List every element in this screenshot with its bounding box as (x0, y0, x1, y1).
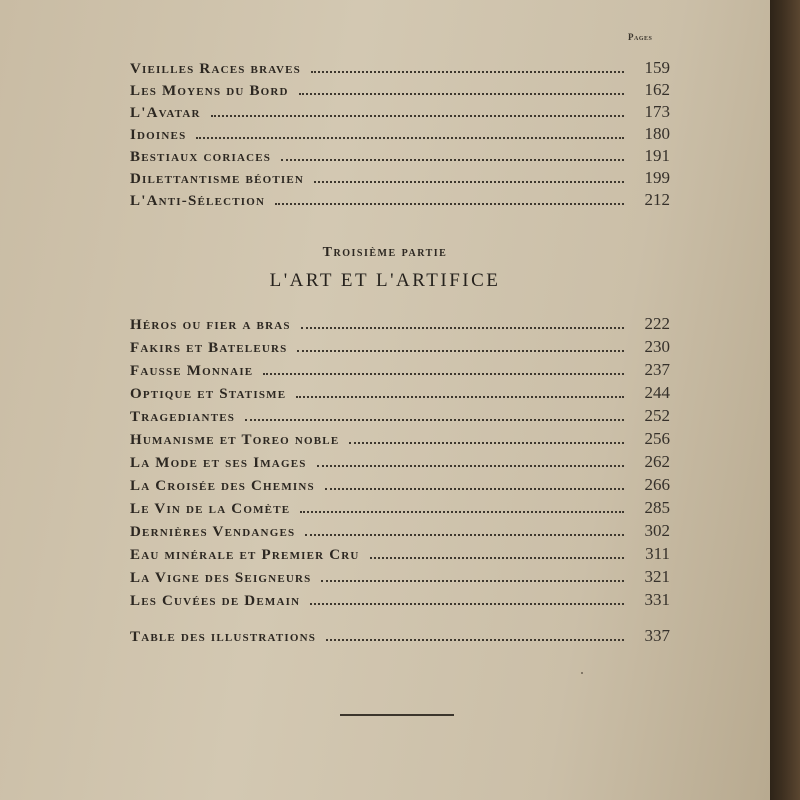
dot-leader (245, 418, 624, 421)
toc-entry (130, 590, 670, 610)
paper-speck (581, 672, 583, 674)
toc-entry-page: 162 (644, 80, 670, 99)
toc-entry-title: Les Moyens du Bord (130, 83, 289, 99)
toc-entry-title: La Croisée des Chemins (130, 478, 315, 494)
toc-entry-title: Vieilles Races braves (130, 61, 301, 77)
toc-entry-title: Table des illustrations (130, 629, 317, 645)
toc-entry-title: Fakirs et Bateleurs (130, 340, 288, 356)
toc-entry-title: Les Cuvées de Demain (130, 593, 301, 609)
book-spine (770, 0, 800, 800)
toc-entry-title: L'Anti-Sélection (130, 193, 266, 209)
toc-entry (130, 314, 670, 334)
dot-leader (300, 510, 624, 513)
toc-entry-page: 244 (644, 383, 670, 402)
toc-entry-page: 266 (644, 475, 670, 494)
toc-entry (130, 168, 670, 188)
toc-entry-title: La Vigne des Seigneurs (130, 570, 312, 586)
dot-leader (211, 114, 624, 117)
toc-entry-page: 180 (644, 124, 670, 143)
toc-entry-title: Tragediantes (130, 409, 236, 425)
toc-entry-title: Eau minérale et Premier Cru (130, 547, 360, 563)
toc-entry (130, 124, 670, 144)
toc-entry-page: 173 (644, 102, 670, 121)
dot-leader (317, 464, 624, 467)
toc-entry-page: 230 (644, 337, 670, 356)
toc-entry-page: 302 (644, 521, 670, 540)
toc-entry-page: 252 (644, 406, 670, 425)
toc-entry (130, 58, 670, 78)
toc-entry (130, 383, 670, 403)
dot-leader (263, 372, 624, 375)
toc-entry-title: Bestiaux coriaces (130, 149, 272, 165)
dot-leader (370, 556, 624, 559)
closing-rule (340, 714, 454, 716)
toc-entry-page: 285 (644, 498, 670, 517)
toc-entry-page: 311 (645, 544, 670, 563)
toc-entry-page: 191 (644, 146, 670, 165)
toc-entry-page: 212 (644, 190, 670, 209)
toc-entry-title: Dernières Vendanges (130, 524, 296, 540)
dot-leader (296, 395, 624, 398)
toc-entry-page: 321 (644, 567, 670, 586)
toc-entry-title: Optique et Statisme (130, 386, 287, 402)
toc-entry-page: 199 (644, 168, 670, 187)
toc-entry (130, 190, 670, 210)
toc-entry-page: 159 (644, 58, 670, 77)
dot-leader (325, 487, 624, 490)
toc-entry-page: 262 (644, 452, 670, 471)
dot-leader (311, 70, 624, 73)
dot-leader (326, 638, 624, 641)
toc-entry-title: Dilettantisme béotien (130, 171, 305, 187)
dot-leader (297, 349, 624, 352)
toc-entry-title: L'Avatar (130, 105, 201, 121)
toc-entry (130, 360, 670, 380)
toc-entry-title: Fausse Monnaie (130, 363, 254, 379)
toc-entry (130, 498, 670, 518)
toc-entry-page: 237 (644, 360, 670, 379)
toc-entry-title: Humanisme et Toreo noble (130, 432, 340, 448)
dot-leader (321, 579, 624, 582)
toc-entry-page: 256 (644, 429, 670, 448)
dot-leader (305, 533, 624, 536)
toc-entry (130, 452, 670, 472)
dot-leader (314, 180, 624, 183)
part-label: Troisième partie (322, 245, 448, 260)
pages-column-header: Pages (628, 32, 653, 42)
toc-entry-page: 331 (644, 590, 670, 609)
toc-entry (130, 521, 670, 541)
toc-entry (130, 146, 670, 166)
toc-entry-title: La Mode et ses Images (130, 455, 307, 471)
toc-entry (130, 475, 670, 495)
toc-entry-title: Héros ou fier a bras (130, 317, 291, 333)
dot-leader (301, 326, 624, 329)
toc-entry (130, 337, 670, 357)
dot-leader (349, 441, 624, 444)
toc-entry-title: Idoines (130, 127, 187, 143)
toc-entry-page: 337 (644, 626, 670, 645)
toc-entry (130, 544, 670, 564)
part-title: L'ART ET L'ARTIFICE (269, 270, 501, 291)
toc-entry-page: 222 (644, 314, 670, 333)
dot-leader (196, 136, 624, 139)
toc-entry (130, 406, 670, 426)
dot-leader (281, 158, 624, 161)
toc-entry (130, 567, 670, 587)
toc-entry (130, 80, 670, 100)
toc-entry-illustrations (130, 626, 670, 646)
dot-leader (310, 602, 624, 605)
dot-leader (299, 92, 624, 95)
toc-entry-title: Le Vin de la Comète (130, 501, 291, 517)
dot-leader (275, 202, 624, 205)
toc-entry (130, 429, 670, 449)
toc-entry (130, 102, 670, 122)
